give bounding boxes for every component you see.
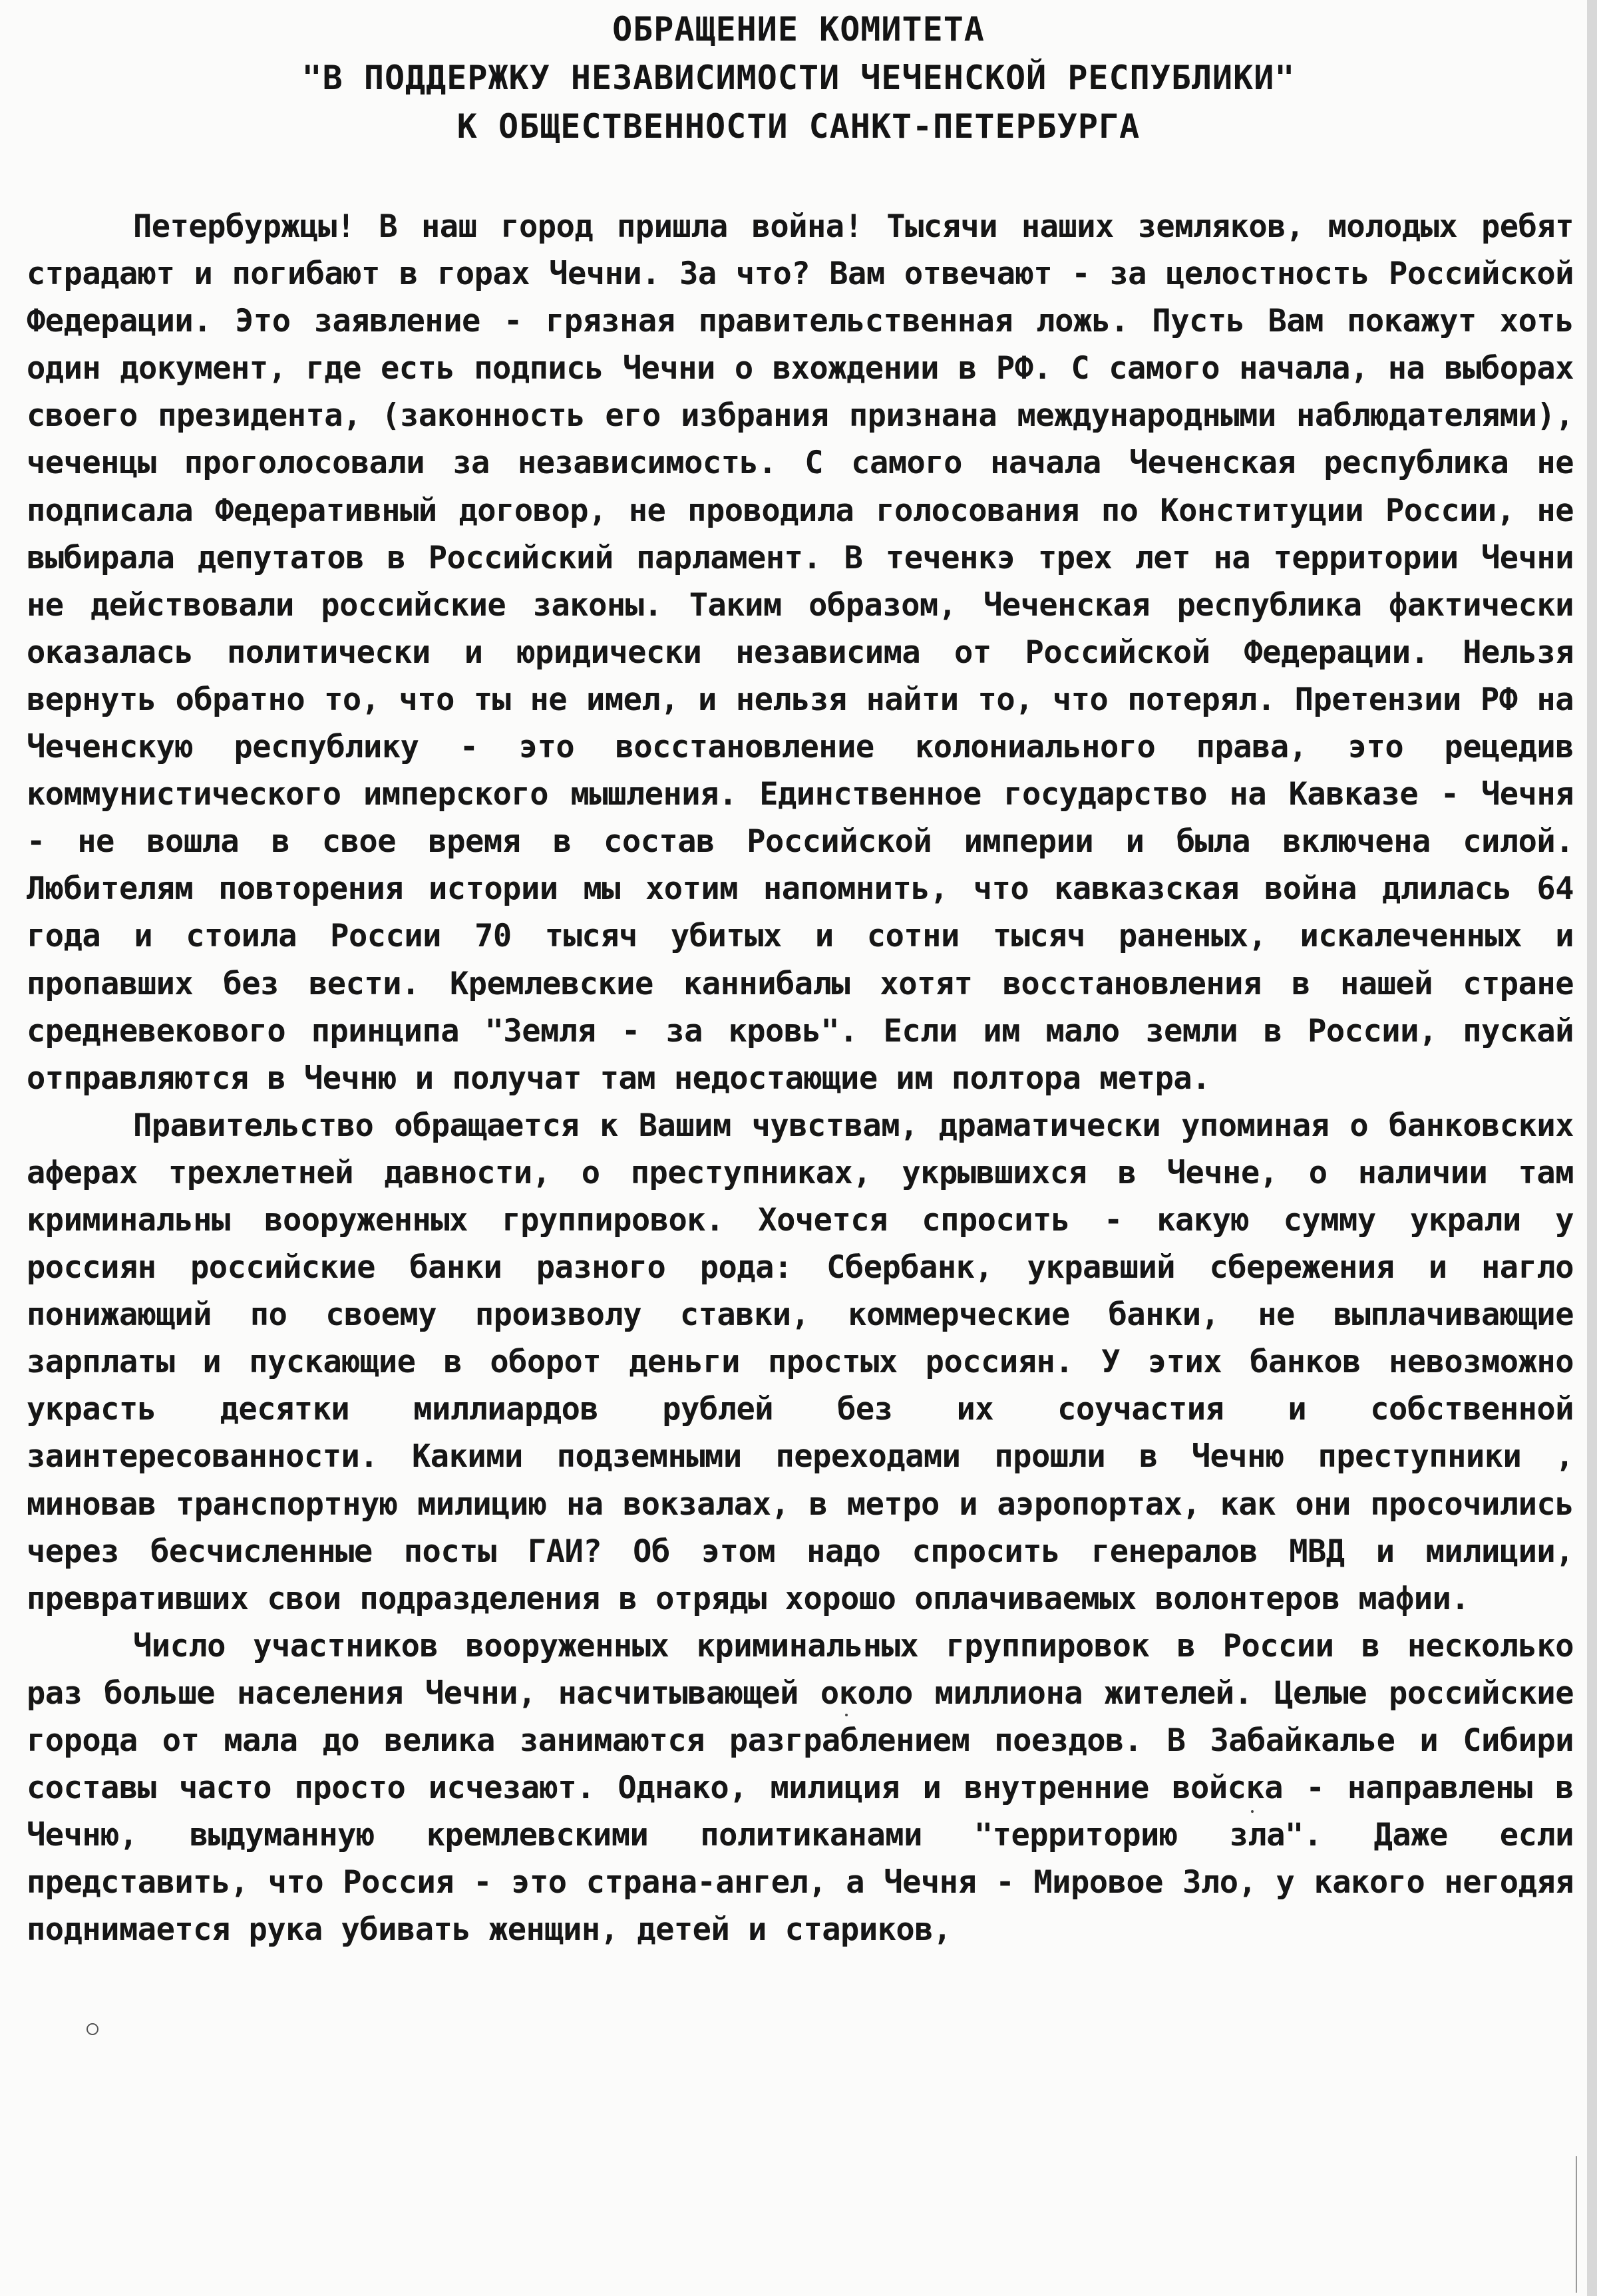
document-title-line-2: "В ПОДДЕРЖКУ НЕЗАВИСИМОСТИ ЧЕЧЕНСКОЙ РЕСПУБЛИКИ" bbox=[301, 59, 1296, 97]
document-title-line-3: К ОБЩЕСТВЕННОСТИ САНКТ-ПЕТЕРБУРГА bbox=[456, 107, 1141, 146]
paragraph-2: Правительство обращается к Вашим чувствам, драматически упоминая о банковских аферах трехлетней давности, о преступниках, укрывшихся в Чечне, о наличии там криминальны вооруженных группировок. Хочется спросить - какую сумму украли у россиян российские банки разного рода: Сбербанк, укравший сбережения и нагло понижающий по своему произволу ставки, коммерческие банки, не выплачивающие зарплаты и пускающие в оборот деньги простых россиян. У этих банков невозможно украсть десятки миллиардов рублей без их соучастия и собственной заинтересованности. Какими подземными переходами прошли в Чечню преступники , миновав транспортную милицию на вокзалах, в метро и аэропортах, как они просочились через бесчисленные посты ГАИ? Об этом надо спросить генералов МВД и милиции, превративших свои подразделения в отряды хорошо оплачиваемых волонтеров мафии. bbox=[27, 1107, 1574, 1617]
scan-edge-shadow bbox=[1587, 0, 1597, 2296]
paragraph-1: Петербуржцы! В наш город пришла война! Тысячи наших земляков, молодых ребят страдают и погибают в горах Чечни. За что? Вам отвечают - за целостность Российской Федерации. Это заявление - грязная правительственная ложь. Пусть Вам покажут хоть один документ, где есть подпись Чечни о вхождении в РФ. С самого начала, на выборах своего президента, (законность его избрания признана международными наблюдателями), чеченцы проголосовали за независимость. С самого начала Чеченская республика не подписала Федеративный договор, не проводила голосования по Конституции России, не выбирала депутатов в Российский парламент. В теченкэ трех лет на территории Чечни не действовали российские законы. Таким образом, Чеченская республика фактически оказалась политически и юридически независима от Российской Федерации. Нельзя вернуть обратно то, что ты не имел, и нельзя найти то, что потерял. Претензии РФ на Чеченскую республику - это восстановление колониального права, это рецедив коммунистического имперского мышления. Единственное государство на Кавказе - Чечня - не вошла в свое время в состав Российской империи и была включена силой. Любителям повторения истории мы хотим напомнить, что кавказская война длилась 64 года и стоила России 70 тысяч убитых и сотни тысяч раненых, искалеченных и пропавших без вести. Кремлевские каннибалы хотят восстановления в нашей стране средневекового принципа "Земля - за кровь". Если им мало земли в России, пускай отправляются в Чечню и получат там недостающие им полтора метра. bbox=[27, 208, 1574, 1097]
scan-artifact-speck bbox=[845, 1714, 848, 1716]
document-body bbox=[27, 203, 1574, 1953]
scan-artifact-circle bbox=[87, 2023, 98, 2035]
scan-artifact-speck bbox=[1251, 1810, 1254, 1813]
paragraph-3: Число участников вооруженных криминальных группировок в России в несколько раз больше населения Чечни, насчитывающей около миллиона жителей. Целые российские города от мала до велика занимаются разграблением поездов. В Забайкалье и Сибири составы часто просто исчезают. Однако, милиция и внутренние войска - направлены в Чечню, выдуманную кремлевскими политиканами "территорию зла". Даже если представить, что Россия - это страна-ангел, а Чечня - Мировое Зло, у какого негодяя поднимается рука убивать женщин, детей и стариков, bbox=[27, 1627, 1574, 1949]
scan-artifact-line bbox=[1576, 2156, 1577, 2293]
document-title-line-1: ОБРАЩЕНИЕ КОМИТЕТА bbox=[612, 10, 985, 49]
